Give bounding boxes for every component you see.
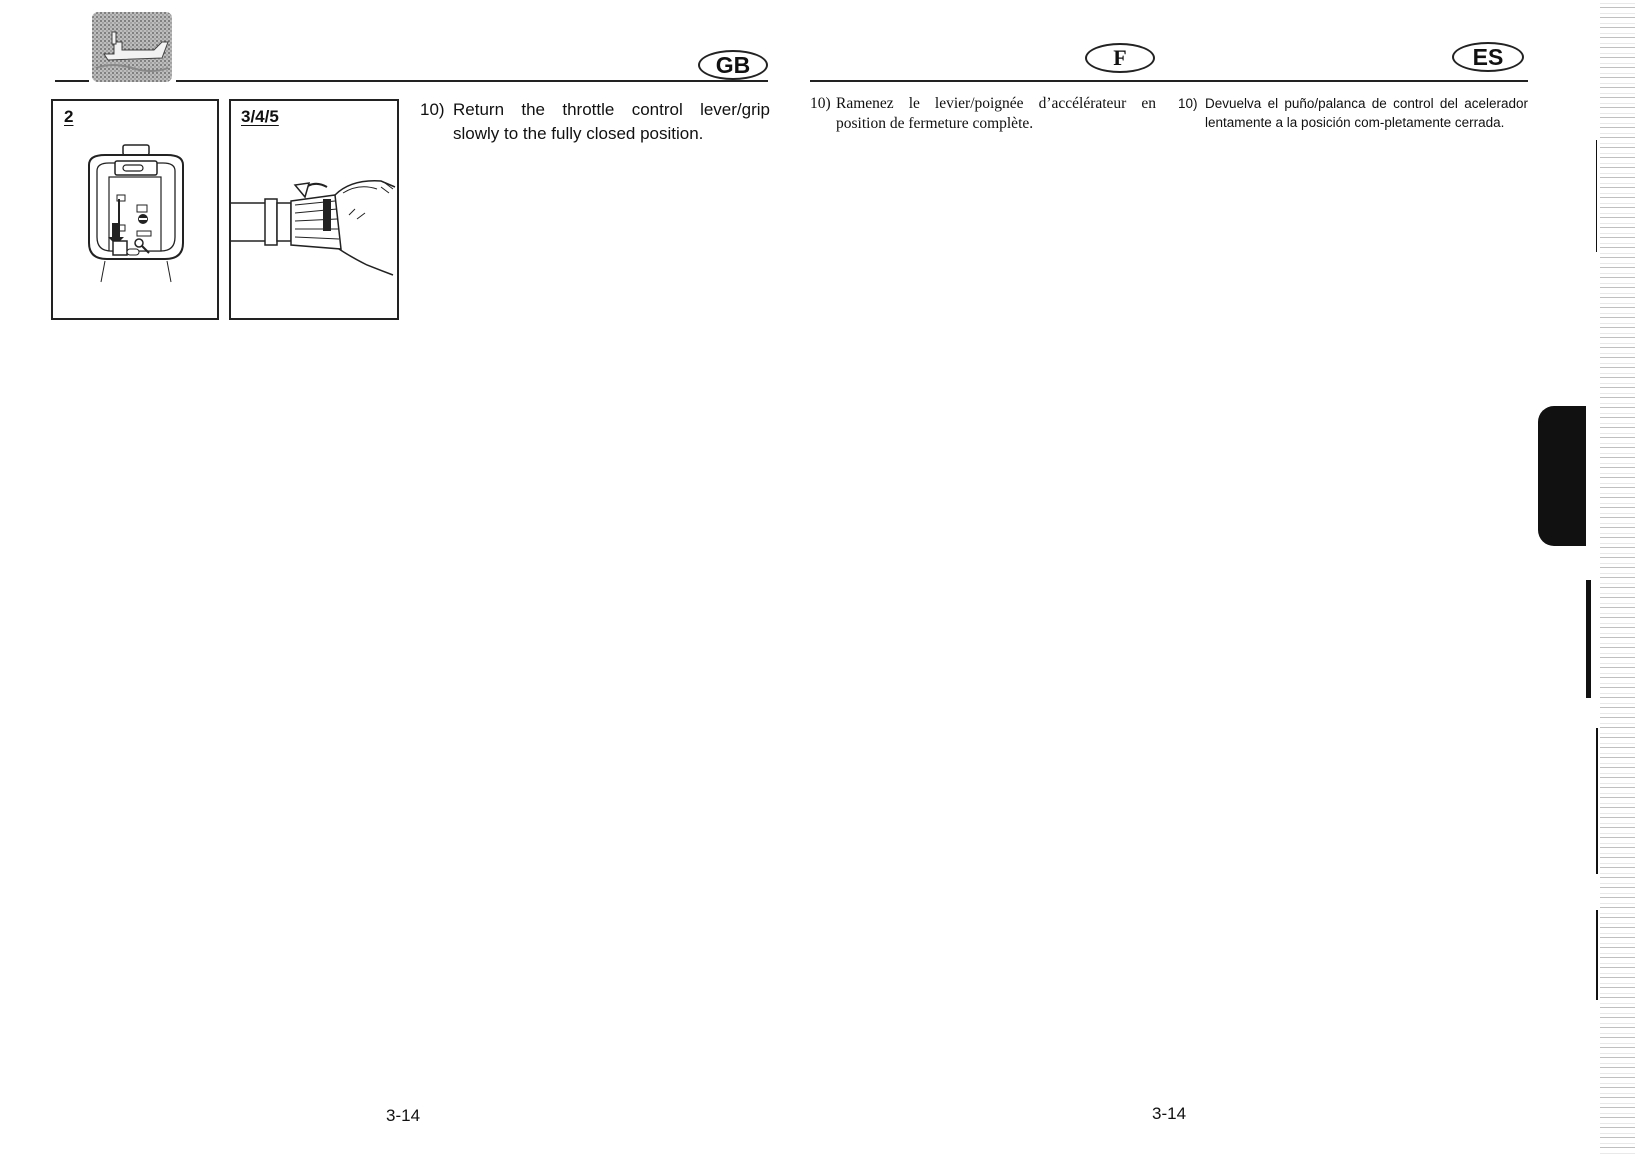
edge-bar <box>1596 140 1597 252</box>
step-text-es: Devuelva el puño/palanca de control del acelerador lentamente a la posición com-pletamente cerrada. <box>1205 96 1528 130</box>
boat-icon <box>92 12 172 82</box>
step-es <box>1178 94 1528 132</box>
figure-label-2: 2 <box>64 107 74 126</box>
figure-control-box <box>51 99 219 320</box>
step-text-f: Ramenez le levier/poignée d’accélérateur en position de fermeture complète. <box>836 95 1156 132</box>
section-tab-marker <box>1538 406 1586 546</box>
step-text-gb: Return the throttle control lever/grip slowly to the fully closed position. <box>453 100 770 143</box>
figure-label-3-4-5: 3/4/5 <box>241 107 279 126</box>
edge-bar <box>1596 910 1598 1000</box>
step-gb <box>420 98 770 146</box>
header-rule-left-stub <box>55 80 89 82</box>
step-f <box>810 94 1156 134</box>
figure-throttle-grip <box>229 99 399 320</box>
language-badge-es: ES <box>1452 42 1524 72</box>
page-number-right: 3-14 <box>1152 1104 1187 1123</box>
edge-bar <box>1586 580 1591 698</box>
edge-bar <box>1596 728 1598 874</box>
control-box-illustration <box>75 137 195 287</box>
step-number-es: 10) <box>1178 96 1198 111</box>
header-rule-gb <box>176 80 768 82</box>
header-rule-right <box>810 80 1528 82</box>
language-badge-gb: GB <box>698 50 768 80</box>
language-badge-f: F <box>1085 43 1155 73</box>
step-number-gb: 10) <box>420 100 445 119</box>
scan-edge-noise <box>1600 0 1635 1157</box>
throttle-grip-illustration <box>231 157 397 277</box>
step-number-f: 10) <box>810 95 831 112</box>
page-number-left: 3-14 <box>386 1106 421 1125</box>
